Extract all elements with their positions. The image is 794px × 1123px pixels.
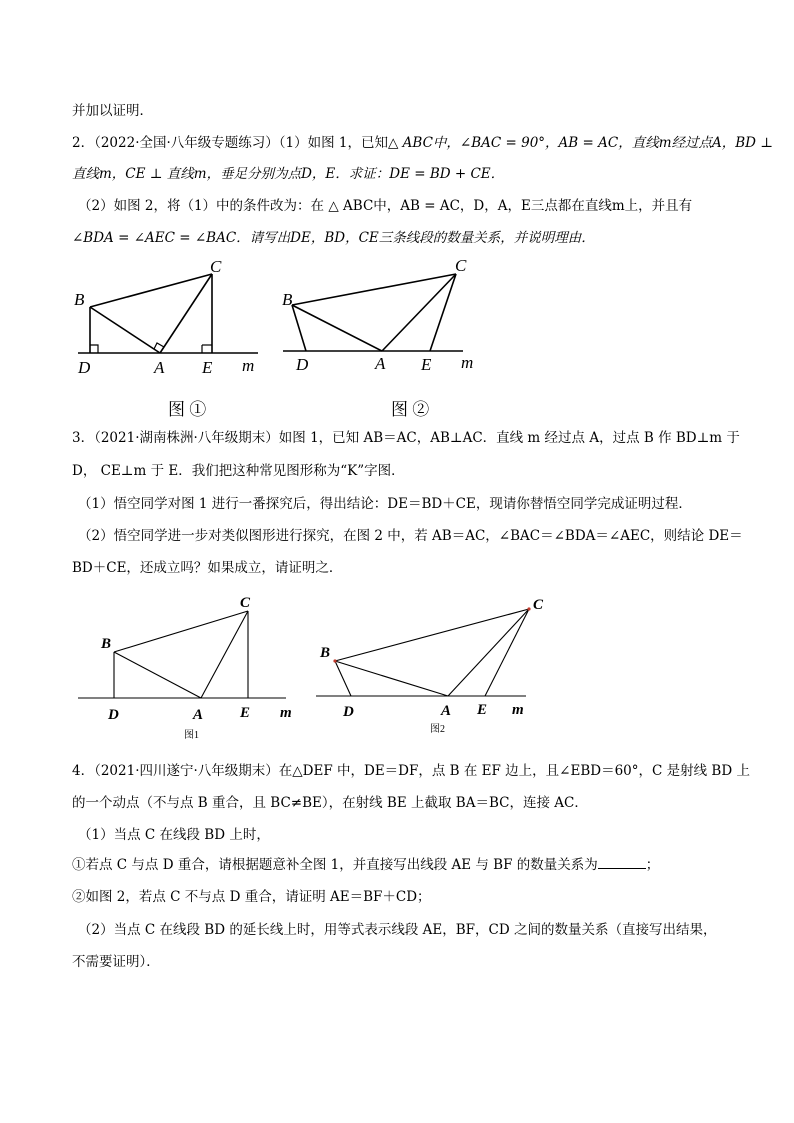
question-4-line-5: ②如图 2，若点 C 不与点 D 重合，请证明 AE＝BF＋CD； — [72, 889, 431, 905]
label-a: A — [193, 707, 204, 723]
figure-2 — [316, 609, 529, 696]
segment-ba — [90, 307, 160, 353]
label-c: C — [210, 257, 222, 276]
label-m: m — [242, 356, 255, 375]
question-3-line-1: 3．（2021·湖南株洲·八年级期末）如图 1，已知 AB＝AC，AB⊥AC．直线 m 经过点 A，过点 B 作 BD⊥m 于 — [72, 430, 740, 446]
question-4-line-2: 的一个动点（不与点 B 重合，且 BC≠BE），在射线 BE 上截取 BA＝BC，连接 AC． — [72, 795, 588, 811]
label-b: B — [320, 645, 331, 661]
figure-2 — [283, 274, 463, 351]
question-2-line-4: ∠BDA = ∠AEC = ∠BAC．请写出DE，BD，CE三条线段的数量关系，并说明理由． — [72, 230, 595, 246]
segment-ac — [448, 609, 529, 696]
label-c: C — [240, 595, 251, 611]
question-2-line-1 — [72, 133, 773, 153]
question-2-line-3: （2）如图 2，将（1）中的条件改为：在 △ ABC中，AB = AC，D，A，E三点都在直线m上，并且有 — [78, 198, 693, 214]
label-b: B — [101, 636, 112, 652]
segment-bc — [335, 609, 529, 661]
label-e: E — [477, 702, 488, 718]
segment-ba — [292, 305, 382, 351]
question-4-line-3: （1）当点 C 在线段 BD 上时， — [78, 827, 270, 843]
label-e: E — [202, 358, 213, 377]
point-c — [527, 607, 530, 610]
label-a: A — [441, 703, 452, 719]
question-3-line-3: （1）悟空同学对图 1 进行一番探究后，得出结论：DE＝BD＋CE，现请你替悟空同学完成证明过程． — [78, 496, 692, 512]
figure-2-labels — [319, 597, 544, 720]
label-a: A — [154, 358, 165, 377]
question-3-line-4: （2）悟空同学进一步对类似图形进行探究，在图 2 中，若 AB＝AC，∠BAC＝∠BDA＝∠AEC，则结论 DE＝ — [78, 528, 743, 544]
question-3-line-5: BD＋CE，还成立吗？如果成立，请证明之． — [72, 560, 343, 576]
figure-caption-2: 图2 — [430, 724, 445, 735]
text-segment: 2．（2022·全国·八年级专题练习）（1）如图 1，已知 — [72, 135, 388, 151]
label-c: C — [533, 597, 544, 613]
label-d: D — [78, 358, 91, 377]
question-2-figures — [70, 250, 490, 425]
text-segment: ； — [645, 857, 660, 873]
label-d: D — [108, 707, 119, 723]
label-d: D — [296, 355, 309, 374]
segment-ce — [485, 609, 529, 696]
question-4-line-7: 不需要证明）． — [72, 954, 160, 970]
question-4-line-4 — [72, 855, 659, 875]
segment-bd — [335, 661, 351, 696]
segment-ac — [201, 611, 248, 698]
question-2-line-2: 直线m，CE ⊥ 直线m，垂足分别为点D，E．求证：DE = BD + CE． — [72, 166, 505, 182]
figure-1 — [78, 611, 286, 698]
segment-ba — [114, 652, 201, 698]
label-b: B — [74, 290, 85, 309]
label-d: D — [343, 704, 354, 720]
label-a: A — [375, 354, 386, 373]
right-angle-d — [90, 345, 98, 353]
question-3-figures — [70, 590, 544, 750]
label-m: m — [280, 705, 292, 721]
text-segment: △ ABC中，∠BAC = 90°，AB = AC，直线m经过点A，BD ⊥ — [388, 135, 773, 151]
question-4-line-6: （2）当点 C 在线段 BD 的延长线上时，用等式表示线段 AE，BF，CD 之间的数量关系（直接写出结果， — [78, 922, 717, 938]
text-line: 并加以证明． — [72, 103, 153, 119]
label-m: m — [512, 702, 524, 718]
question-3-line-2: D， CE⊥m 于 E．我们把这种常见图形称为“K”字图． — [72, 463, 405, 479]
segment-ce — [430, 274, 456, 351]
figure-caption-2: 图 ② — [391, 400, 430, 419]
figure-1 — [78, 274, 258, 353]
label-b: B — [282, 290, 293, 309]
answer-blank — [598, 856, 646, 869]
label-m: m — [461, 353, 474, 372]
question-4-line-1: 4．（2021·四川遂宁·八年级期末）在△DEF 中，DE＝DF，点 B 在 EF 边上，且∠EBD＝60°，C 是射线 BD 上 — [72, 763, 750, 779]
text-segment: ①若点 C 与点 D 重合，请根据题意补全图 1，并直接写出线段 AE 与 BF 的数量关系为 — [72, 857, 598, 873]
label-e: E — [421, 355, 432, 374]
point-b — [333, 659, 336, 662]
figure-1-labels — [100, 595, 292, 723]
segment-bc — [114, 611, 248, 652]
figure-1-labels — [74, 257, 254, 377]
label-e: E — [240, 705, 251, 721]
figure-caption-1: 图1 — [184, 730, 199, 741]
segment-ba — [335, 661, 448, 696]
label-c: C — [455, 256, 467, 275]
figure-caption-1: 图 ① — [168, 400, 207, 419]
